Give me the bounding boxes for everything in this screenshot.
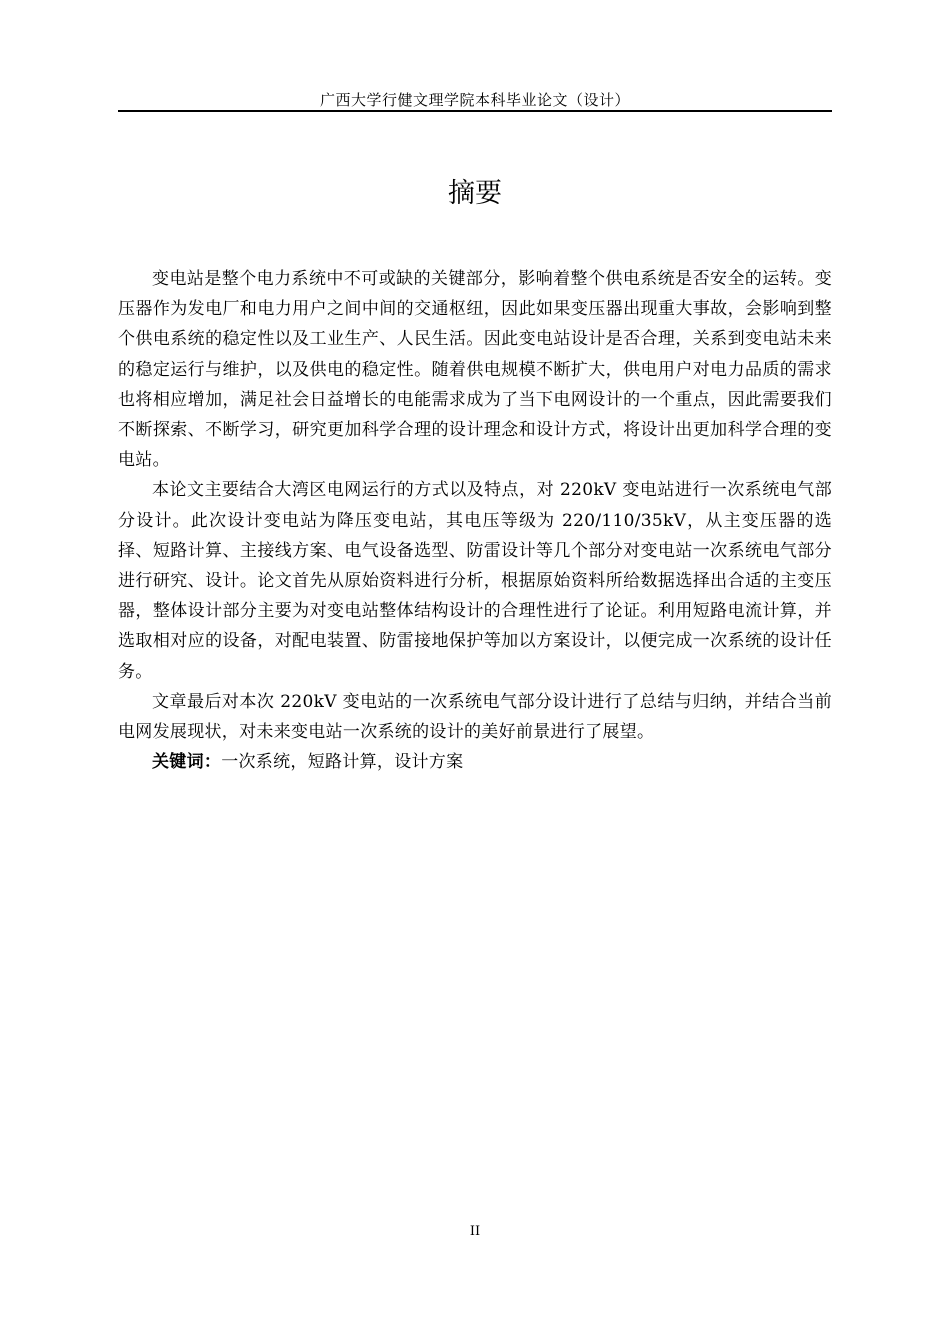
keywords-text: 一次系统，短路计算，设计方案 (221, 752, 464, 773)
abstract-paragraph-1: 变电站是整个电力系统中不可或缺的关键部分，影响着整个供电系统是否安全的运转。变压器作为发电厂和电力用户之间中间的交通枢纽，因此如果变压器出现重大事故，会影响到整个供电系统的稳定性以及工业生产、人民生活。因此变电站设计是否合理，关系到变电站未来的稳定运行与维护，以及供电的稳定性。随着供电规模不断扩大，供电用户对电力品质的需求也将相应增加，满足社会日益增长的电能需求成为了当下电网设计的一个重点，因此需要我们不断探索、不断学习，研究更加科学合理的设计理念和设计方式，将设计出更加科学合理的变电站。 (118, 269, 832, 471)
abstract-body (118, 264, 832, 777)
abstract-paragraph-2: 本论文主要结合大湾区电网运行的方式以及特点，对 220kV 变电站进行一次系统电气部分设计。此次设计变电站为降压变电站，其电压等级为 220/110/35kV，从主变压器的选择、短路计算、主接线方案、电气设备选型、防雷设计等几个部分对变电站一次系统电气部分进行研究、设计。论文首先从原始资料进行分析，根据原始资料所给数据选择出合适的主变压器，整体设计部分主要为对变电站整体结构设计的合理性进行了论证。利用短路电流计算，并选取相对应的设备，对配电装置、防雷接地保护等加以方案设计，以便完成一次系统的设计任务。 (118, 480, 832, 682)
header-divider (118, 110, 832, 112)
keywords-label: 关键词： (152, 752, 222, 773)
page-title: 摘要 (448, 178, 502, 209)
page-header: 广西大学行健文理学院本科毕业论文（设计） (319, 91, 630, 109)
abstract-paragraph-3: 文章最后对本次 220kV 变电站的一次系统电气部分设计进行了总结与归纳，并结合当前电网发展现状，对未来变电站一次系统的设计的美好前景进行了展望。 (118, 691, 832, 743)
page-number: II (469, 1224, 481, 1239)
keywords-line (118, 747, 832, 777)
